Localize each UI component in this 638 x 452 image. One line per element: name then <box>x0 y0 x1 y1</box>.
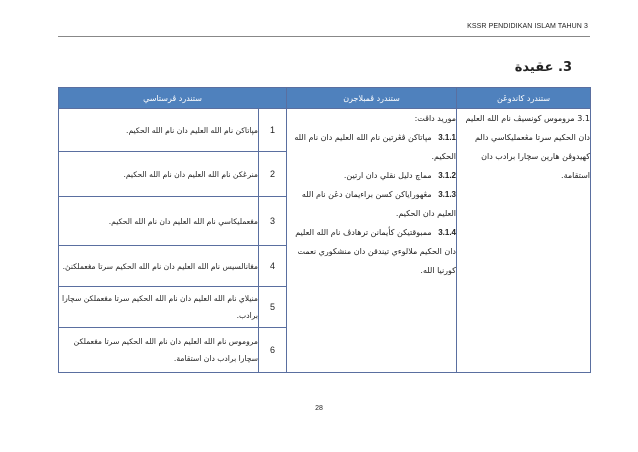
prestasi-description: مڽاتاکن نام الله العليم دان نام الله الحكيم. <box>59 109 259 152</box>
document-header: KSSR PENDIDIKAN ISLAM TAHUN 3 <box>467 23 588 30</box>
prestasi-level: 4 <box>259 246 287 287</box>
prestasi-description: منرڠکن نام الله العليم دان نام الله الحكيم. <box>59 152 259 197</box>
prestasi-description: مڠعمليکاسي نام الله العليم دان نام الله الحكيم. <box>59 197 259 246</box>
prestasi-description: منيلاي نام الله العليم دان نام الله الحكيم سرتا مڠعملکن سچارا برادب. <box>59 287 259 328</box>
pembelajaran-item <box>287 223 456 280</box>
page-number: 28 <box>315 405 323 412</box>
prestasi-description: مروموس نام الله العليم دان نام الله الحكيم سرتا مڠعملکن سچارا برادب دان استقامة. <box>59 328 259 373</box>
header-divider <box>58 36 590 37</box>
header-standard-pembelajaran: ستندرد ڤمبلاجرن <box>287 88 457 109</box>
prestasi-level: 2 <box>259 152 287 197</box>
table-header-row <box>59 88 591 109</box>
prestasi-level: 5 <box>259 287 287 328</box>
item-code: 3.1.2 <box>438 171 456 180</box>
prestasi-level: 6 <box>259 328 287 373</box>
item-code: 3.1.1 <box>438 133 456 142</box>
pembelajaran-intro: موريد داڤت: <box>414 114 456 123</box>
standards-table <box>58 87 591 373</box>
item-text: مماچ دليل نقلي دان ارتين. <box>343 171 432 180</box>
prestasi-level: 1 <box>259 109 287 152</box>
item-text: مڽاتاکن ڤڠرتين نام الله العليم دان نام الله الحكيم. <box>294 133 456 161</box>
section-title: 3. عقيدة <box>514 60 572 75</box>
pembelajaran-item <box>287 128 456 166</box>
item-text: مڠهوراياکن کسن براءيمان دڠن نام الله العليم دان الحكيم. <box>301 190 456 218</box>
kandungan-text: 3.1 مروموس کونسيڤ نام الله العليم دان الحكيم سرتا مڠعمليکاسي دالم کهيدوڤن هارين سچارا برادب دان استقامة. <box>465 114 590 180</box>
pembelajaran-item <box>287 185 456 223</box>
prestasi-level: 3 <box>259 197 287 246</box>
prestasi-description: مڠانالسيس نام الله العليم دان نام الله الحكيم سرتا مڠعملکنڽ. <box>59 246 259 287</box>
pembelajaran-cell <box>287 109 457 373</box>
item-code: 3.1.3 <box>438 190 456 199</box>
header-standard-kandungan: ستندرد کاندوڠن <box>457 88 591 109</box>
pembelajaran-item <box>287 166 456 185</box>
header-standard-prestasi: ستندرد ڤرستاسي <box>59 88 287 109</box>
table-row <box>59 109 591 152</box>
kandungan-cell <box>457 109 591 373</box>
item-text: ممبوقتيکن کأيمانن ترهادڤ نام الله العليم دان الحكيم ملالوءي تيندقن دان منشکوري نعمت کورنيا الله. <box>295 228 456 275</box>
item-code: 3.1.4 <box>438 228 456 237</box>
